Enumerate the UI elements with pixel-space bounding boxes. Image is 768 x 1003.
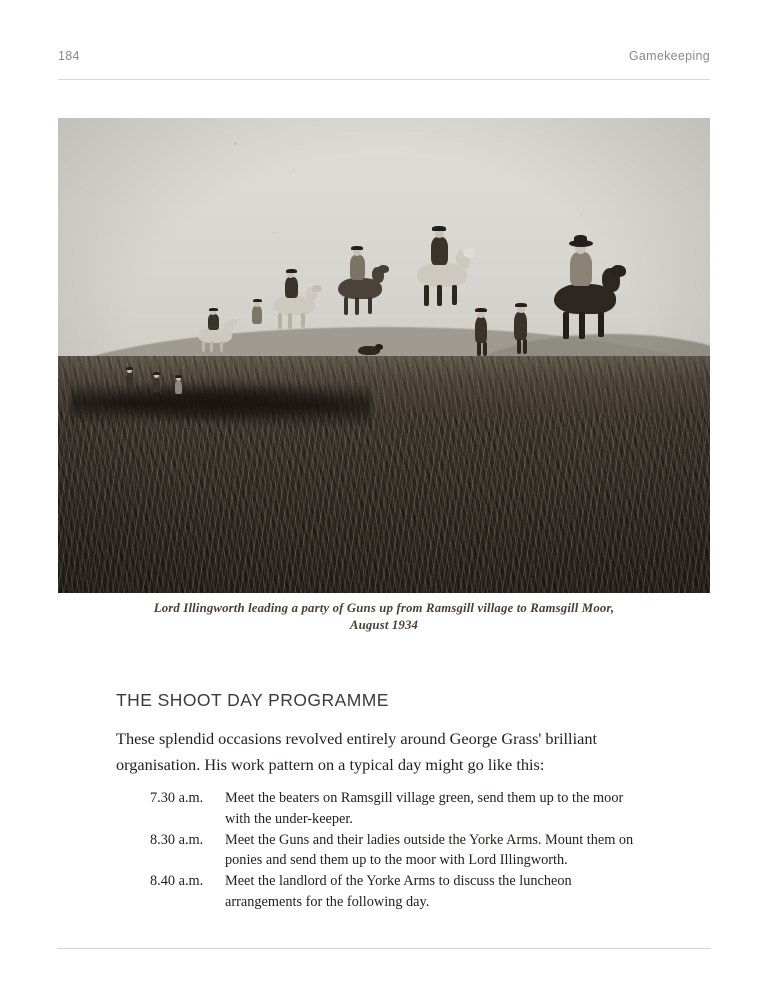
section-heading: THE SHOOT DAY PROGRAMME	[116, 690, 389, 710]
photo-image	[58, 118, 710, 593]
schedule-row	[150, 830, 648, 872]
caption-line-1: Lord Illingworth leading a party of Guns up from Ramsgill village to Ramsgill Moor,	[153, 601, 615, 615]
figure-photograph	[58, 118, 710, 593]
shoot-day-schedule	[150, 788, 648, 913]
schedule-time: 8.40 a.m.	[150, 873, 204, 890]
schedule-row	[150, 788, 648, 830]
caption-line-2: August 1934	[349, 618, 419, 632]
figure-caption	[58, 600, 710, 634]
schedule-description: Meet the beaters on Ramsgill village green, send them up to the moor with the under-keeper.	[225, 790, 624, 827]
running-head	[58, 50, 710, 72]
page-number: 184	[58, 49, 80, 63]
photo-figure-group	[58, 118, 710, 593]
section-title: Gamekeeping	[628, 49, 710, 63]
schedule-description: Meet the Guns and their ladies outside the Yorke Arms. Mount them on ponies and send them up to the moor with Lord Illingworth.	[225, 831, 634, 869]
footer-rule	[58, 948, 710, 949]
lede-line-1: These splendid occasions revolved entirely around George Grass' brilliant	[116, 729, 597, 748]
schedule-row	[150, 871, 648, 913]
header-rule	[58, 79, 710, 80]
lede-line-2: organisation. His work pattern on a typical day might go like this:	[116, 754, 545, 774]
schedule-description: Meet the landlord of the Yorke Arms to discuss the luncheon arrangements for the following day.	[225, 873, 572, 910]
schedule-time: 8.30 a.m.	[150, 831, 204, 848]
lede-paragraph	[116, 726, 648, 777]
schedule-time: 7.30 a.m.	[150, 790, 204, 806]
